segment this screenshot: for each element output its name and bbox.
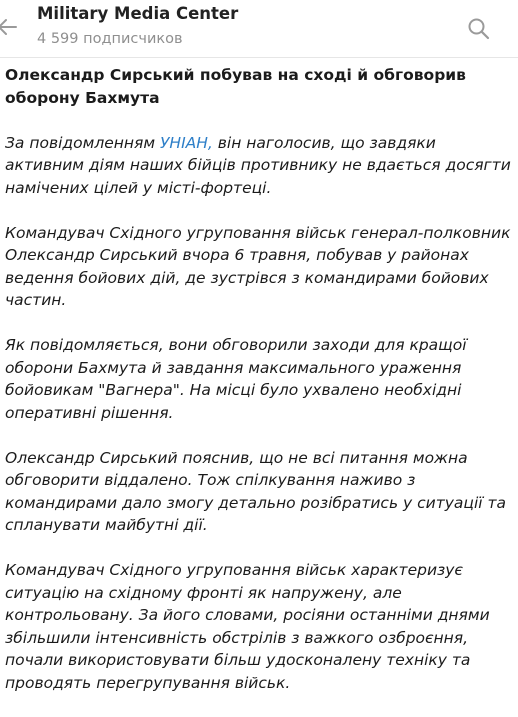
paragraph-text: За повідомленням	[5, 133, 160, 152]
post-paragraph-3: Як повідомляється, вони обговорили заходи для кращої оборони Бахмута й завдання максимального ураження бойовикам "Вагнера". На місці було ухвалено необхідні оперативні рішення.	[5, 336, 467, 422]
channel-post	[5, 64, 511, 717]
post-paragraph-2: Командувач Східного угруповання військ генерал-полковник Олександр Сирський вчора 6 травня, побував у районах ведення бойових дій, де зустрівся з командирами бойових частин.	[5, 223, 511, 309]
post-paragraph-4: Олександр Сирський пояснив, що не всі питання можна обговорити віддалено. Тож спілкування наживо з командирами дало змогу детально розібратись у ситуації та спланувати майбутні дії.	[5, 448, 507, 534]
channel-header	[0, 0, 518, 58]
arrow-left-icon[interactable]	[0, 16, 18, 38]
post-paragraph-5: Командувач Східного угруповання військ характеризує ситуацію на східному фронті як напружену, але контрольовану. За його словами, росіяни останніми днями збільшили інтенсивність обстрілів з важкого озброєння, почали використовувати більш удосконалену техніку та проводять перегрупування військ.	[5, 561, 490, 692]
unian-link[interactable]: УНІАН,	[159, 133, 213, 152]
post-paragraph-1	[5, 132, 511, 200]
subscriber-count: 4 599 подписчиков	[37, 31, 183, 47]
channel-name[interactable]: Military Media Center	[37, 4, 239, 23]
post-title: Олександр Сирський побував на сході й обговорив оборону Бахмута	[5, 66, 466, 107]
paragraph-text: він наголосив, що завдяки активним діям наших бійців противнику не вдається досягти намічених цілей у місті-фортеці.	[5, 133, 511, 197]
search-icon[interactable]	[466, 16, 492, 42]
